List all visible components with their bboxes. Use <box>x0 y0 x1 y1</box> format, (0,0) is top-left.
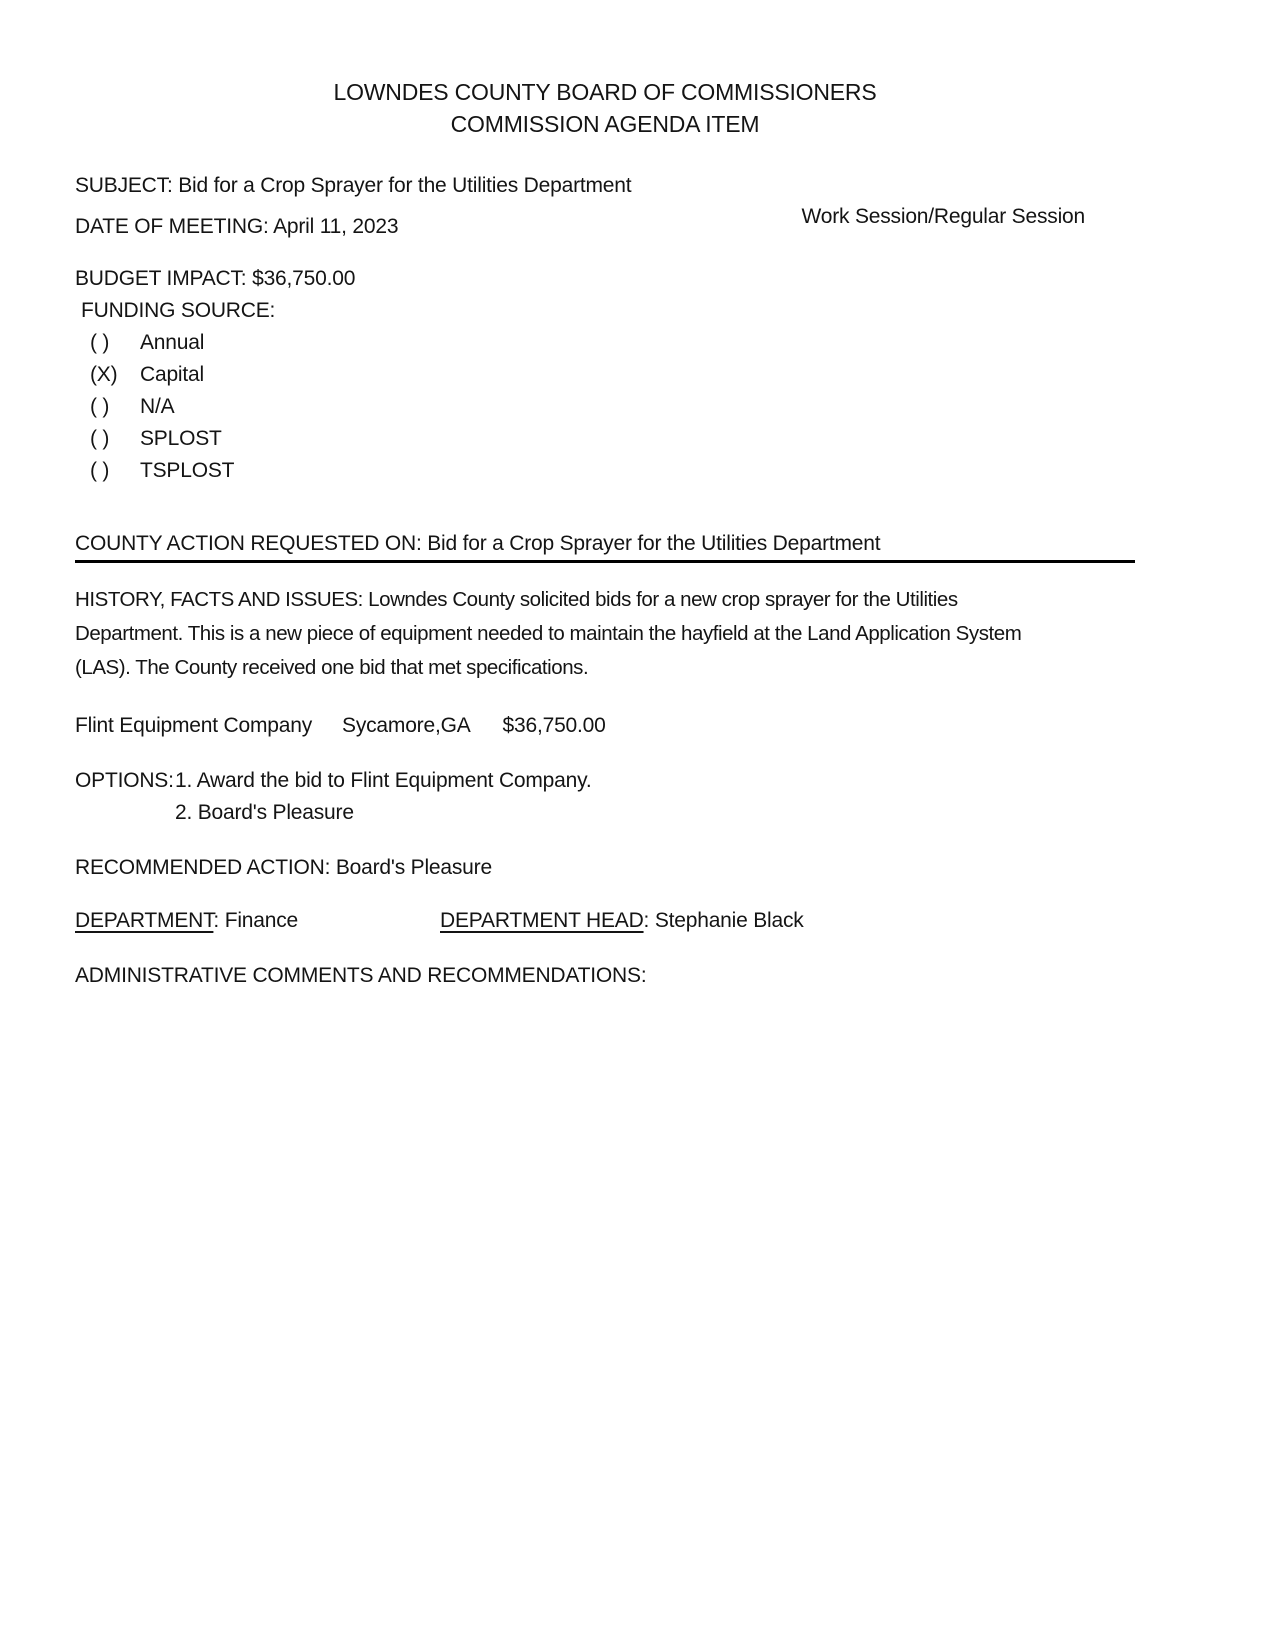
meeting-date-value: April 11, 2023 <box>273 215 399 238</box>
county-action-label: COUNTY ACTION REQUESTED ON: <box>75 532 422 555</box>
budget-value: $36,750.00 <box>252 267 356 290</box>
admin-comments-label: ADMINISTRATIVE COMMENTS AND RECOMMENDATIONS: <box>75 964 647 987</box>
funding-option <box>75 423 1135 455</box>
title-line-1: LOWNDES COUNTY BOARD OF COMMISSIONERS <box>333 79 877 105</box>
doc-title <box>75 76 1135 140</box>
funding-option <box>75 359 1135 391</box>
budget-label: BUDGET IMPACT: <box>75 267 247 290</box>
checkbox-mark: ( ) <box>90 459 110 482</box>
checkbox-mark: ( ) <box>90 395 110 418</box>
department-head-colon: : <box>643 909 650 932</box>
option-item: 1. Award the bid to Flint Equipment Company. <box>175 769 592 792</box>
history-line: Department. This is a new piece of equipment needed to maintain the hayfield at the Land Application System <box>75 622 1022 645</box>
recommended-action-label: RECOMMENDED ACTION: <box>75 856 331 879</box>
meeting-date-line <box>75 211 398 243</box>
budget-line <box>75 263 1135 295</box>
department-pair <box>75 905 440 937</box>
subject-label: SUBJECT: <box>75 174 173 197</box>
funding-option-label: Annual <box>140 331 205 354</box>
meeting-row <box>75 205 1135 243</box>
title-line-2: COMMISSION AGENDA ITEM <box>450 111 760 137</box>
history-line: (LAS). The County received one bid that met specifications. <box>75 656 589 679</box>
bid-amount: $36,750.00 <box>502 714 606 737</box>
recommended-action-line <box>75 852 1135 884</box>
options-row <box>75 765 1135 829</box>
history-paragraph <box>75 583 1135 685</box>
subject-value: Bid for a Crop Sprayer for the Utilities Department <box>178 174 632 197</box>
subject-line <box>75 170 1135 202</box>
department-head-value: Stephanie Black <box>654 909 804 932</box>
funding-option-label: Capital <box>140 363 204 386</box>
department-label: DEPARTMENT <box>75 909 214 932</box>
option-item: 2. Board's Pleasure <box>175 801 354 824</box>
session-type: Work Session/Regular Session <box>801 205 1085 228</box>
funding-option <box>75 391 1135 423</box>
checkbox-mark-checked: (X) <box>90 363 118 386</box>
funding-options-list <box>75 327 1135 487</box>
recommended-action-value: Board's Pleasure <box>335 856 492 879</box>
options-label: OPTIONS: <box>75 769 174 792</box>
department-value: Finance <box>224 909 299 932</box>
department-head-pair <box>440 905 804 937</box>
checkbox-mark: ( ) <box>90 427 110 450</box>
funding-option-label: N/A <box>140 395 175 418</box>
checkbox-mark: ( ) <box>90 331 110 354</box>
department-row <box>75 905 1135 937</box>
meeting-date-label: DATE OF MEETING: <box>75 215 269 238</box>
funding-source-label: FUNDING SOURCE: <box>81 299 276 322</box>
bid-company: Flint Equipment Company <box>75 714 313 737</box>
history-line: HISTORY, FACTS AND ISSUES: Lowndes County solicited bids for a new crop sprayer for the Utilities <box>75 588 958 611</box>
county-action-value: Bid for a Crop Sprayer for the Utilities Department <box>427 532 881 555</box>
funding-option-label: TSPLOST <box>140 459 235 482</box>
funding-option <box>75 455 1135 487</box>
options-items <box>175 765 592 829</box>
bid-row <box>75 710 1135 742</box>
funding-option-label: SPLOST <box>140 427 222 450</box>
county-action-line <box>75 528 1135 563</box>
department-colon: : <box>213 909 220 932</box>
bid-location: Sycamore,GA <box>342 714 471 737</box>
funding-option <box>75 327 1135 359</box>
department-head-label: DEPARTMENT HEAD <box>440 909 644 932</box>
